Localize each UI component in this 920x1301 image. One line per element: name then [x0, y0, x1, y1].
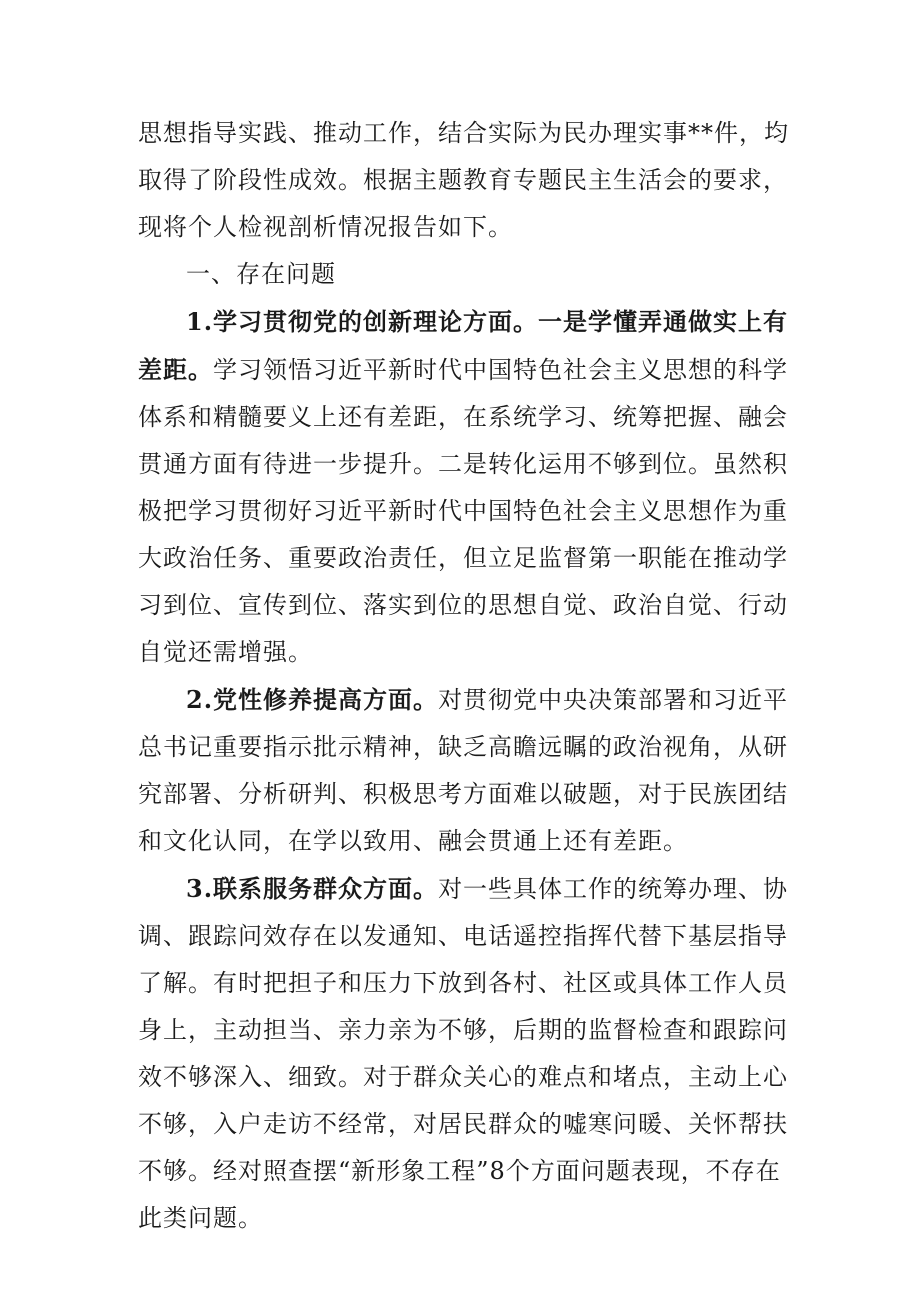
document-body	[138, 110, 798, 1242]
item-paragraph-1	[138, 298, 798, 676]
item-2-body: 对贯彻党中央决策部署和习近平总书记重要指示批示精神，缺乏高瞻远瞩的政治视角，从研究部署、分析研判、积极思考方面难以破题，对于民族团结和文化认同，在学以致用、融会贯通上还有差距。	[138, 686, 789, 855]
item-1-lead: 1.学习贯彻党的创新理论方面。一是学懂弄通做实上有差距。	[138, 307, 789, 384]
item-paragraph-2	[138, 676, 798, 865]
section-heading: 一、存在问题	[186, 260, 336, 288]
item-3-lead: 3.联系服务群众方面。	[186, 874, 439, 903]
item-3-body: 对一些具体工作的统筹办理、协调、跟踪问效存在以发通知、电话遥控指挥代替下基层指导了解。有时把担子和压力下放到各村、社区或具体工作人员身上，主动担当、亲力亲为不够，后期的监督检查和跟踪问效不够深入、细致。对于群众关心的难点和堵点，主动上心不够，入户走访不经常，对居民群众的嘘寒问暖、关怀帮扶不够。经对照查摆“新形象工程”8个方面问题表现，不存在此类问题。	[138, 875, 789, 1232]
item-2-lead: 2.党性修养提高方面。	[186, 685, 439, 714]
item-paragraph-3	[138, 865, 798, 1242]
intro-paragraph: 思想指导实践、推动工作，结合实际为民办理实事**件，均取得了阶段性成效。根据主题教育专题民主生活会的要求，现将个人检视剖析情况报告如下。	[138, 119, 789, 241]
item-1-body: 学习领悟习近平新时代中国特色社会主义思想的科学体系和精髓要义上还有差距，在系统学习、统筹把握、融会贯通方面有待进一步提升。二是转化运用不够到位。虽然积极把学习贯彻好习近平新时代中国特色社会主义思想作为重大政治任务、重要政治责任，但立足监督第一职能在推动学习到位、宣传到位、落实到位的思想自觉、政治自觉、行动自觉还需增强。	[138, 356, 788, 666]
